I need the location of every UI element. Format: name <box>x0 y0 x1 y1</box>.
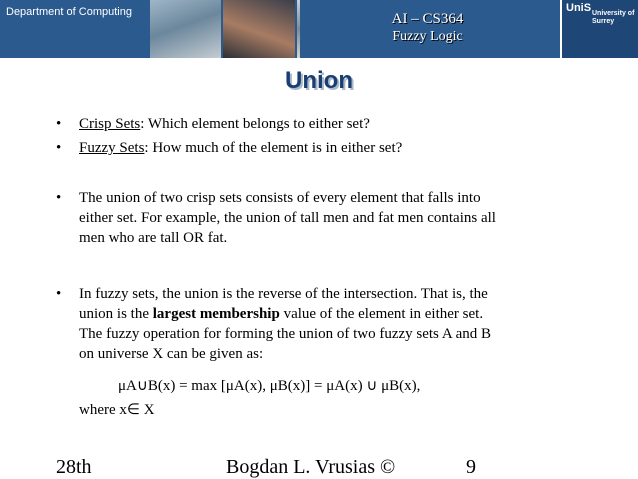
text-line <box>79 304 579 324</box>
text-span: union is the <box>79 306 153 322</box>
text-line: either set. For example, the union of tall men and fat men contains all <box>79 210 496 226</box>
course-code: AI – CS364 <box>391 11 464 27</box>
footer-author: Bogdan L. Vrusias © <box>226 456 396 478</box>
bullet-fuzzy-sets <box>79 138 579 158</box>
slide-title: Union <box>285 67 353 94</box>
bullet-text: : Which element belongs to either set? <box>140 116 370 132</box>
footer-date: 28th <box>56 456 92 478</box>
formula-where: where x∈ X <box>79 402 155 418</box>
union-formula: μA∪B(x) = max [μA(x), μB(x)] = μA(x) ∪ μB(x), <box>118 378 421 394</box>
text-line: on universe X can be given as: <box>79 346 264 362</box>
course-topic: Fuzzy Logic <box>392 29 463 44</box>
bullet-marker: • <box>56 190 62 206</box>
bullet-marker: • <box>56 116 62 132</box>
department-label: Department of Computing <box>6 6 132 18</box>
text-span: value of the element in either set. <box>279 306 484 322</box>
bullet-marker: • <box>56 286 62 302</box>
bullet-text: : How much of the element is in either set? <box>144 140 403 156</box>
text-line: In fuzzy sets, the union is the reverse of the intersection. That is, the <box>79 286 488 302</box>
text-line: The union of two crisp sets consists of every element that falls into <box>79 190 481 206</box>
bullet-crisp-union <box>79 188 579 248</box>
course-title <box>300 10 555 46</box>
logo-mark: UniS <box>566 2 592 14</box>
banner-photo <box>223 0 294 58</box>
footer-page-number: 9 <box>466 456 476 478</box>
bullet-crisp-sets <box>79 114 579 134</box>
header-banner <box>0 0 638 58</box>
bullet-fuzzy-union <box>79 284 579 364</box>
emphasis-largest-membership: largest membership <box>152 306 280 322</box>
term-crisp-sets: Crisp Sets <box>79 116 141 132</box>
banner-photo <box>150 0 221 58</box>
bullet-marker: • <box>56 140 62 156</box>
logo-text: University of Surrey <box>592 10 635 25</box>
term-fuzzy-sets: Fuzzy Sets <box>79 140 145 156</box>
text-line: men who are tall OR fat. <box>79 230 228 246</box>
text-line: The fuzzy operation for forming the union of two fuzzy sets A and B <box>79 326 491 342</box>
university-logo <box>560 0 638 58</box>
